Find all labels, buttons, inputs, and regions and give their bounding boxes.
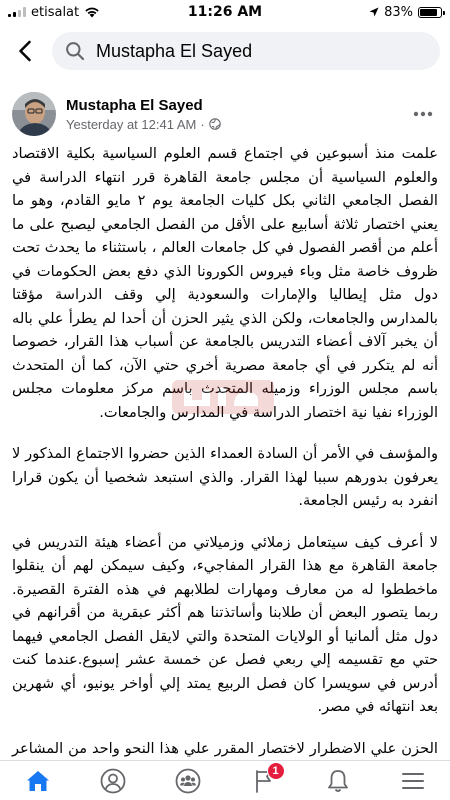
nav-profile[interactable]: [75, 761, 150, 800]
globe-icon: [209, 118, 221, 130]
search-input[interactable]: [52, 32, 440, 70]
status-left: [8, 5, 158, 20]
status-time: 11:26 AM: [187, 4, 263, 20]
pages-badge: 1: [267, 762, 285, 780]
cellular-signal-icon: [8, 7, 26, 17]
author-name[interactable]: Mustapha El Sayed: [66, 96, 203, 114]
post-paragraph-1: علمت منذ أسبوعين في اجتماع قسم العلوم السياسية بكلية الاقتصاد والعلوم السياسية أن مجلس جامعة القاهرة قرر انتهاء الدراسة في الفصل الجامعي الثاني بكل كليات الجامعة يوم ٢ مايو القادم، وهو ما يعني اختصار ثلاثة أسابيع على الأقل من الفصل الجامعي ليصبح على ما أعلم من أقصر الفصول في كل جامعات العالم ، باستثناء ما يحدث تحت ظروف خاصة مثل وباء فيروس الكورونا الذي دفع بعض الحكومات في دول مثل إيطاليا والإمارات والسعودية إلي وقف الدراسة مؤقتا بالمدارس والجامعات، ولكن الذي يثير الحزن أن أحدا لم يطرأ علي باله أن يخبر آلاف أعضاء التدريس بالجامعة عن أسباب هذا القرار، خصوصا أنه لم يتكرر في أي جامعة مصرية أخري حتي الآن، كما أن المتحدث باسم مجلس الوزراء وزميله المتحدث باسم مركز معلومات مجلس الوزراء نفيا نية اختصار الدراسة في المدارس والجامعات.: [12, 145, 438, 421]
post-paragraph-4: الحزن علي الاضطرار لاختصار المقرر علي هذا النحو واحد من المشاعر: [12, 739, 438, 757]
battery-percent: 83%: [384, 4, 413, 20]
home-icon: [25, 769, 51, 793]
notifications-icon: [326, 768, 350, 794]
status-right: [292, 5, 442, 20]
post-paragraph-2: والمؤسف في الأمر أن السادة العمداء الذين حضروا الاجتماع المذكور لا يعرفون بدورهم سببا لهذا القرار. والذي استبعد شخصيا أن يكون قرارا انفرد به رئيس الجامعة.: [12, 445, 438, 509]
search-icon: [64, 40, 86, 62]
battery-icon: [418, 7, 442, 18]
post-meta: Yesterday at 12:41 AM ·: [66, 117, 408, 132]
carrier-name: etisalat: [31, 4, 80, 20]
post-paragraph-3: لا أعرف كيف سيتعامل زملائي وزميلاتي من أعضاء هيئة التدريس في جامعة القاهرة مع هذا القرار المفاجيء، وكيف سيمكن لهم أن ينقلوا ماخططوا له من معارف ومهارات لطلابهم في هذه الفترة القصيرة. ربما يتصور البعض أن طلابنا وأساتذتنا هم أكثر عبقرية من أقرانهم في دول مثل ألمانيا أو الولايات المتحدة والتي لايقل الفصل الجامعي فيهما حتي مع تقسيمه إلي ربعي فصل عن خمسة عشر إسبوع.عندما كنت أدرس في سويسرا كان فصل الربيع يمتد إلي أواخر يونيو، أي شهرين بعد انتهائه في مصر.: [12, 533, 438, 715]
battery-fill: [420, 9, 437, 16]
bottom-navigation: [0, 760, 450, 800]
post-header: [0, 86, 450, 142]
nav-pages[interactable]: [225, 761, 300, 800]
avatar[interactable]: [12, 92, 56, 136]
nav-home[interactable]: [0, 761, 75, 800]
post-timestamp[interactable]: Yesterday at 12:41 AM: [66, 116, 197, 132]
menu-icon: [400, 770, 426, 792]
nav-notifications[interactable]: [300, 761, 375, 800]
search-query: Mustapha El Sayed: [96, 40, 253, 61]
profile-icon: [100, 768, 126, 794]
location-arrow-icon: [369, 7, 379, 17]
nav-menu[interactable]: [375, 761, 450, 800]
wifi-icon: [84, 6, 100, 18]
groups-icon: [175, 768, 201, 794]
post-body: [0, 142, 450, 760]
author-block: [66, 97, 408, 132]
more-options-icon: [413, 111, 433, 117]
more-options-button[interactable]: [408, 99, 438, 129]
status-bar: [0, 0, 450, 24]
back-button[interactable]: [10, 31, 40, 71]
search-header: [0, 24, 450, 78]
nav-groups[interactable]: [150, 761, 225, 800]
back-arrow-icon: [18, 40, 32, 62]
avatar-photo: [12, 92, 56, 136]
